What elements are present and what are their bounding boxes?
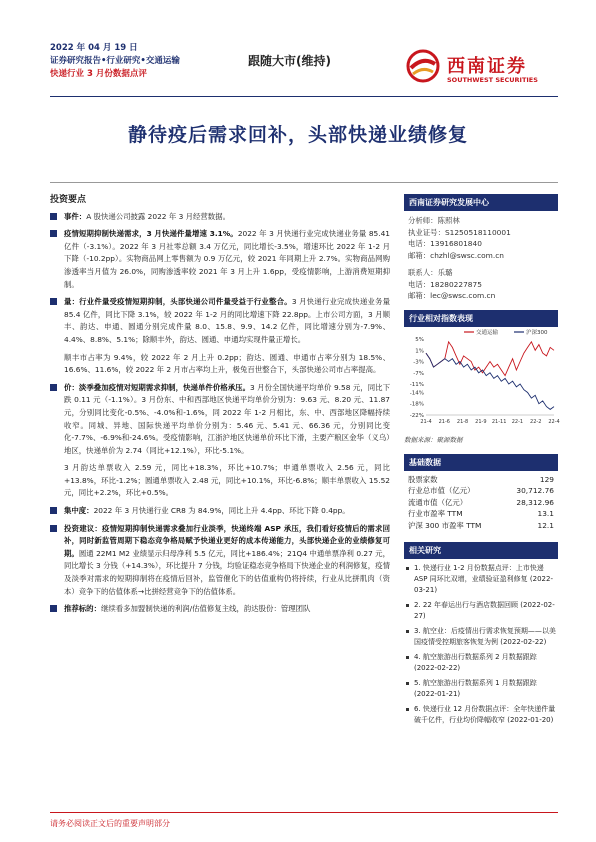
stats-label: 沪深 300 市盈率 TTM bbox=[408, 520, 482, 530]
stats-label: 股票家数 bbox=[408, 474, 438, 484]
related-item[interactable]: 4. 航空旅游出行数据系列 2 月数据跟踪 (2022-02-22) bbox=[406, 652, 556, 674]
x-tick-label: 22-1 bbox=[511, 418, 524, 425]
summary-heading: 投资要点 bbox=[50, 195, 87, 205]
x-tick-label: 22-4 bbox=[548, 418, 560, 425]
brand-name-cn: 西南证券 bbox=[447, 56, 527, 77]
title-rule bbox=[50, 182, 558, 183]
summary-item-text: 3 月韵达单票收入 2.59 元，同比+18.3%，环比+10.7%；申通单票收入 2.56 元，同比+13.8%，环比-1.2%；圆通单票收入 2.48 元，同比+10.1%，环比-6.8%；顺丰单票收入 15.52 元，同比+2.2%，环比+0.5%。 bbox=[64, 463, 390, 498]
stats-value: 13.1 bbox=[537, 509, 554, 519]
summary-item bbox=[50, 523, 390, 599]
summary-section bbox=[50, 194, 390, 621]
y-tick-label: -14% bbox=[409, 389, 424, 396]
summary-item-text: 2022 年 3 月快递行业完成快递业务量 85.41 亿件（-3.1%）。2022 年 3 月社零总额 3.4 万亿元，同比增长-3.5%，增速环比 2022 年 1-2 月下降（-10.2pp）。实物商品网上零售额为 0.9 万亿元，较 2021 年同期上升 2.7%。实物商品网购渗透率当月值为 26.0%，同购渗透率较 2021 年 3 月上升 1.6pp，受疫情影响，上游消费短期抑制。 bbox=[64, 229, 390, 289]
stats-row bbox=[408, 485, 554, 497]
summary-item-lead: 推荐标的： bbox=[64, 604, 101, 614]
stats-label: 行业市盈率 TTM bbox=[408, 509, 463, 519]
stats-row bbox=[408, 474, 554, 486]
summary-item-lead: 投资建议：疫情短期抑制快递需求叠加行业淡季，快递终端 ASP 承压，我们看好疫情后的需求回补，同时新监管周期下稳态竞争格局赋予快递业更好的成本传递能力，头部快递企业的业绩修复可期。 bbox=[64, 523, 390, 558]
y-tick-label: 1% bbox=[415, 347, 424, 354]
related-item[interactable]: 3. 航空业：后疫情出行需求恢复预期——以美国疫情受控期旅客恢复为例 (2022-02-22) bbox=[406, 626, 556, 648]
brand-logo bbox=[405, 44, 555, 94]
related-list bbox=[404, 559, 558, 726]
stats-heading: 基础数据 bbox=[404, 454, 558, 471]
related-item[interactable]: 1. 快递行业 1-2 月份数据点评：上市快递 ASP 同环比双增，业绩验证盈利修复 (2022-03-21) bbox=[406, 563, 556, 596]
stats-value: 30,712.76 bbox=[516, 486, 554, 496]
summary-item-text: 3 月份全国快递平均单价 9.58 元，同比下跌 0.11 元（-1.1%）。3 月份东、中和西部地区快递平均单价分别为：9.63 元、8.20 元、11.87 元，分别同比变化-0.5%、-4.0%和-1.6%，同 2022 年 1-2 月相比，东、中、西部地区降幅持续收窄。同城、异地、国际快递平均单价分别为：5.46 元、5.41 元、66.36 元，分别同比变化-7.7%、-6.9%和-24.6%。受疫情影响，江浙沪地区快递单价环比下滑，主要产粮区金华（义乌）地区，快递单价为 2.74（同比+12.1%），环比-5.1%。 bbox=[64, 382, 390, 455]
x-tick-label: 22-2 bbox=[530, 418, 542, 425]
y-tick-label: 5% bbox=[415, 336, 424, 343]
analyst-name: 分析师：陈照林 bbox=[408, 216, 460, 225]
summary-item bbox=[50, 228, 390, 291]
x-tick-label: 21-4 bbox=[420, 418, 432, 425]
related-item[interactable]: 5. 航空旅游出行数据系列 1 月数据跟踪 (2022-01-21) bbox=[406, 678, 556, 700]
x-tick-label: 21-6 bbox=[438, 418, 450, 425]
y-tick-label: -7% bbox=[413, 370, 424, 377]
y-tick-label: -22% bbox=[409, 412, 424, 419]
footer-rule bbox=[50, 812, 558, 813]
header-meta bbox=[50, 42, 180, 81]
page-title: 静待疫后需求回补，头部快递业绩修复 bbox=[127, 124, 468, 146]
stats-label: 行业总市值（亿元） bbox=[408, 486, 475, 496]
analyst-email[interactable]: 邮箱：chzhl@swsc.com.cn bbox=[408, 250, 504, 260]
report-type: 证券研究报告•行业研究•交通运输 bbox=[50, 56, 180, 66]
related-heading: 相关研究 bbox=[404, 542, 558, 559]
summary-item bbox=[50, 505, 390, 518]
summary-item-lead: 价：淡季叠加疫情对短期需求抑制，快递单件价格承压。 bbox=[64, 382, 251, 392]
related-item[interactable]: 6. 快递行业 12 月份数据点评：全年快递件量破千亿件，行业均价降幅收窄 (2022-01-20) bbox=[406, 704, 556, 726]
stats-table bbox=[404, 471, 558, 535]
contact-email[interactable]: 邮箱：lec@swsc.com.cn bbox=[408, 291, 496, 300]
report-date: 2022 年 04 月 19 日 bbox=[50, 43, 138, 53]
summary-item-lead: 集中度： bbox=[64, 506, 94, 516]
summary-item-lead: 量：行业件量受疫情短期抑制，头部快递公司件量受益于行业整合。 bbox=[64, 297, 292, 307]
summary-item-lead: 事件： bbox=[64, 211, 87, 221]
summary-item-text: 继续看多加盟制快递的利润/估值修复主线，韵达股份：管理团队 bbox=[100, 604, 311, 614]
related-item[interactable]: 2. 22 年春运出行与酒店数据回顾 (2022-02-27) bbox=[406, 600, 556, 622]
chart-heading: 行业相对指数表现 bbox=[404, 310, 558, 327]
rating: 跟随大市(维持) bbox=[248, 54, 331, 68]
footer-disclaimer: 请务必阅读正文后的重要声明部分 bbox=[50, 819, 170, 828]
summary-item bbox=[50, 352, 390, 377]
brand-name-en: SOUTHWEST SECURITIES bbox=[447, 76, 538, 84]
chart-source: 数据来源：聚源数据 bbox=[404, 435, 463, 444]
contact-name: 联系人：乐璐 bbox=[408, 268, 453, 277]
stats-label: 流通市值（亿元） bbox=[408, 497, 468, 507]
stats-value: 129 bbox=[539, 474, 554, 484]
summary-item-text: 顺丰市占率为 9.4%，较 2022 年 2 月上升 0.2pp；韵达、圆通、申通市占率分别为 18.5%、16.6%、11.6%，较 2022 年 2 月市占率均上升，极兔百世整合下，头部快递公司市占率提高。 bbox=[64, 352, 390, 375]
stats-row bbox=[408, 508, 554, 520]
y-tick-label: -18% bbox=[409, 401, 424, 408]
summary-item-text: A 股快递公司披露 2022 年 3 月经营数据。 bbox=[86, 211, 230, 221]
summary-item bbox=[50, 211, 390, 224]
stats-value: 28,312.96 bbox=[516, 497, 554, 507]
stats-row bbox=[408, 520, 554, 532]
summary-item-text: 3 月快递行业完成快递业务量 85.4 亿件，同比下降 3.1%，较 2022 年 1-2 月的同比增速下降 22.8pp。上市公司方面，3 月顺丰、韵达、申通、圆通分别完成件量 8.0、15.8、9.9、14.2 亿件，同比增速分别为-7.9%、4.4%、8.8%、5.1%；除顺丰外，韵达、圆通、申通均实现件量正增长。 bbox=[64, 297, 390, 344]
summary-item-text: 圆通 22M1 M2 业绩显示归母净利 5.5 亿元，同比+186.4%；21Q4 中通单票净利 0.27 元，同比增长 3 分钱（+14.3%），环比提升 7 分钱，均验证稳态竞争格局下快递企业的利润修复，疫情及淡季对需求的短期抑制将在疫情后回补，监管催化下的估值重构仍将持续，行业从比拼肌肉（资本）竞争下的估值体系→比拼经营竞争下的估值体系。 bbox=[64, 548, 390, 596]
y-tick-label: -11% bbox=[409, 381, 424, 388]
contact-phone: 电话：18280227875 bbox=[408, 279, 482, 289]
summary-item bbox=[50, 382, 390, 458]
header-rule bbox=[50, 96, 558, 97]
summary-item bbox=[50, 296, 390, 346]
x-tick-label: 21-9 bbox=[475, 418, 487, 425]
x-tick-label: 21-8 bbox=[456, 418, 469, 425]
relative-index-chart bbox=[404, 327, 558, 431]
stats-row bbox=[408, 497, 554, 509]
y-tick-label: -3% bbox=[413, 359, 424, 366]
summary-item bbox=[50, 462, 390, 500]
legend-label: 沪深300 bbox=[526, 329, 548, 336]
summary-item bbox=[50, 603, 390, 616]
summary-item-text: 2022 年 3 月快递行业 CR8 为 84.9%，同比上升 4.4pp、环比下降 0.4pp。 bbox=[93, 506, 350, 516]
analyst-phone: 电话：13916801840 bbox=[408, 239, 482, 248]
analyst-license: 执业证号：S1250518110001 bbox=[408, 227, 511, 237]
legend-label: 交通运输 bbox=[476, 329, 499, 336]
report-subject: 快递行业 3 月份数据点评 bbox=[50, 69, 147, 79]
x-tick-label: 21-11 bbox=[491, 418, 507, 425]
sidebar bbox=[404, 194, 558, 730]
summary-list bbox=[50, 211, 390, 616]
stats-value: 12.1 bbox=[537, 520, 554, 530]
summary-item-lead: 疫情短期抑制快递需求，3 月快递件量增速 3.1%。 bbox=[64, 229, 238, 239]
research-center-heading: 西南证券研究发展中心 bbox=[404, 194, 558, 211]
